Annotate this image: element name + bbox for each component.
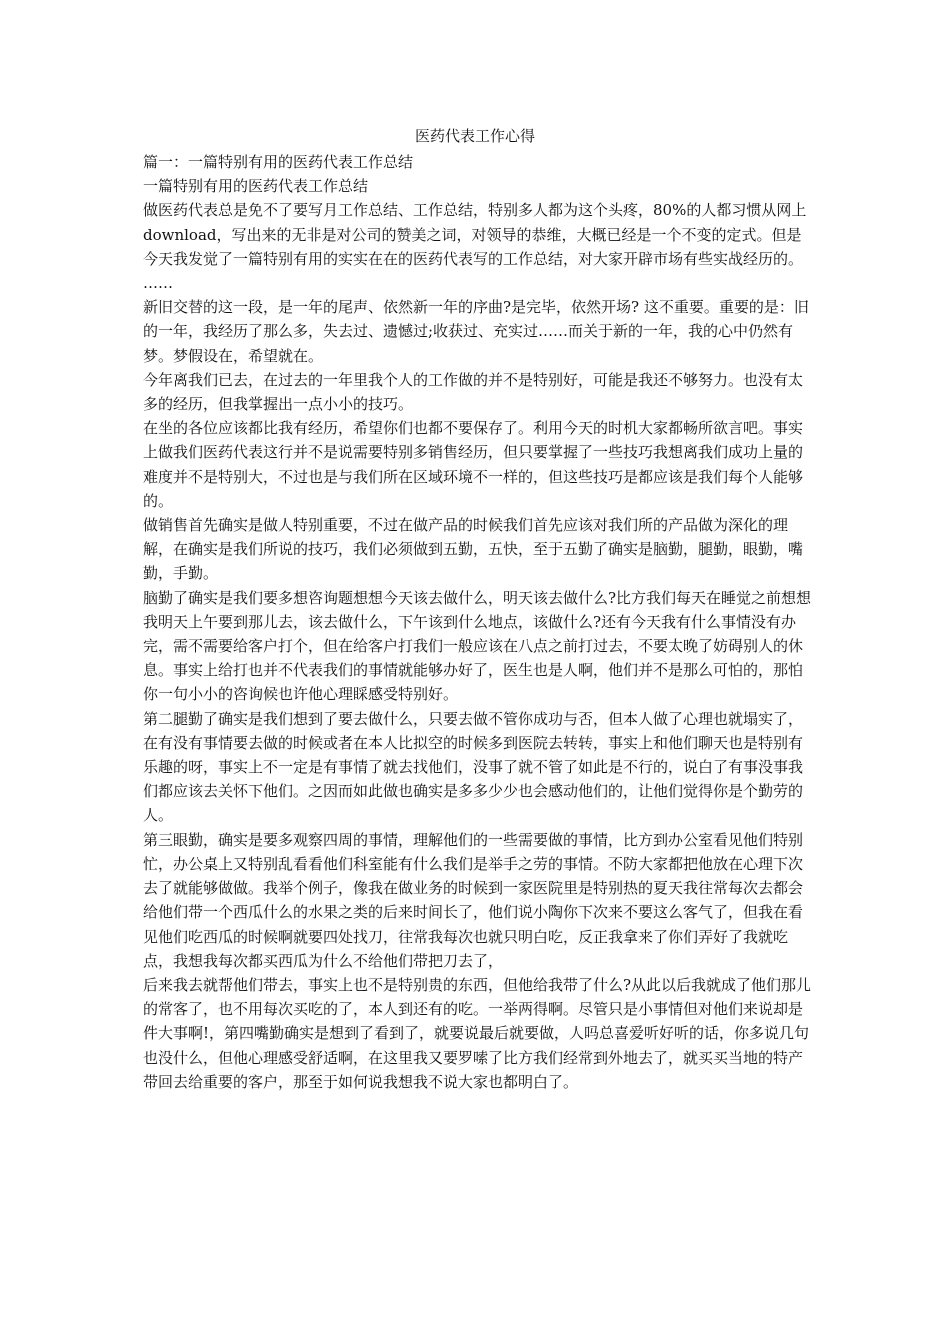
- paragraph: 做销售首先确实是做人特别重要，不过在做产品的时候我们首先应该对我们所的产品做为深化的理解，在确实是我们所说的技巧，我们必须做到五勤，五快，至于五勤了确实是脑勤，腿勤，眼勤，嘴勤，手勤。: [143, 516, 804, 583]
- paragraph: 脑勤了确实是我们要多想咨询题想想今天该去做什么，明天该去做什么?比方我们每天在睡觉之前想想我明天上午要到那儿去，该去做什么，下午该到什么地点，该做什么?还有今天我有什么事情没有办完，需不需要给客户打个，但在给客户打我们一般应该在八点之前打过去，不要太晚了妨碍别人的休息。事实上给打也并不代表我们的事情就能够办好了，医生也是人啊，他们并不是那么可怕的，那怕你一句小小的咨询候也许他心理睬感受特别好。: [143, 588, 812, 704]
- paragraph: 今年离我们已去，在过去的一年里我个人的工作做的并不是特别好，可能是我还不够努力。也没有太多的经历，但我掌握出一点小小的技巧。: [143, 370, 804, 414]
- ellipsis-line: ……: [143, 274, 173, 293]
- article-heading: 一篇特别有用的医药代表工作总结: [143, 177, 369, 196]
- paragraph: 第二腿勤了确实是我们想到了要去做什么，只要去做不管你成功与否，但本人做了心理也就塌实了，在有没有事情要去做的时候或者在本人比拟空的时候多到医院去转转，事实上和他们聊天也是特别有乐趣的呀，事实上不一定是有事情了就去找他们，没事了就不管了如此是不行的，说白了有事没事我们都应该去关怀下他们。之因而如此做也确实是多多少少也会感动他们的，让他们觉得你是个勤劳的人。: [143, 709, 804, 825]
- section-heading: 篇一：一篇特别有用的医药代表工作总结: [143, 153, 414, 171]
- paragraph: 在坐的各位应该都比我有经历，希望你们也都不要保存了。利用今天的时机大家都畅所欲言吧。事实上做我们医药代表这行并不是说需要特别多销售经历，但只要掌握了一些技巧我想离我们成功上量的难度并不是特别大，不过也是与我们所在区域环境不一样的，但这些技巧是都应该是我们每个人能够的。: [143, 419, 804, 510]
- paragraph: 做医药代表总是免不了要写月工作总结、工作总结，特别多人都为这个头疼，80%的人都习惯从网上 download，写出来的无非是对公司的赞美之词，对领导的恭维，大概已经是一个不变的定式。但是今天我发觉了一篇特别有用的实实在在的医药代表写的工作总结，对大家开辟市场有些实战经历的。: [143, 201, 807, 268]
- document-body: [143, 150, 813, 1094]
- paragraph: 第三眼勤，确实是要多观察四周的事情，理解他们的一些需要做的事情，比方到办公室看见他们特别忙，办公桌上又特别乱看看他们科室能有什么我们是举手之劳的事情。不防大家都把他放在心理下次去了就能够做做。我举个例子，像我在做业务的时候到一家医院里是特别热的夏天我往常每次去都会给他们带一个西瓜什么的水果之类的后来时间长了，他们说小陶你下次来不要这么客气了，但我在看见他们吃西瓜的时候啊就要四处找刀，往常我每次也就只明白吃，反正我拿来了你们弄好了我就吃点，我想我每次都买西瓜为什么不给他们带把刀去了，: [143, 830, 804, 970]
- document-title: 医药代表工作心得: [414, 127, 535, 145]
- paragraph: 后来我去就帮他们带去，事实上也不是特别贵的东西，但他给我带了什么?从此以后我就成了他们那儿的常客了，也不用每次买吃的了，本人到还有的吃。一举两得啊。尽管只是小事情但对他们来说却是件大事啊!，第四嘴勤确实是想到了看到了，就要说最后就要做，人吗总喜爱听好听的话，你多说几句也没什么，但他心理感受舒适啊，在这里我又要罗嗦了比方我们经常到外地去了，就买买当地的特产带回去给重要的客户，那至于如何说我想我不说大家也都明白了。: [143, 975, 812, 1091]
- paragraph: 新旧交替的这一段，是一年的尾声、依然新一年的序曲?是完毕，依然开场? 这不重要。重要的是：旧的一年，我经历了那么多，失去过、遗憾过;收获过、充实过……而关于新的一年，我的心中仍然有梦。梦假设在，希望就在。: [143, 298, 809, 365]
